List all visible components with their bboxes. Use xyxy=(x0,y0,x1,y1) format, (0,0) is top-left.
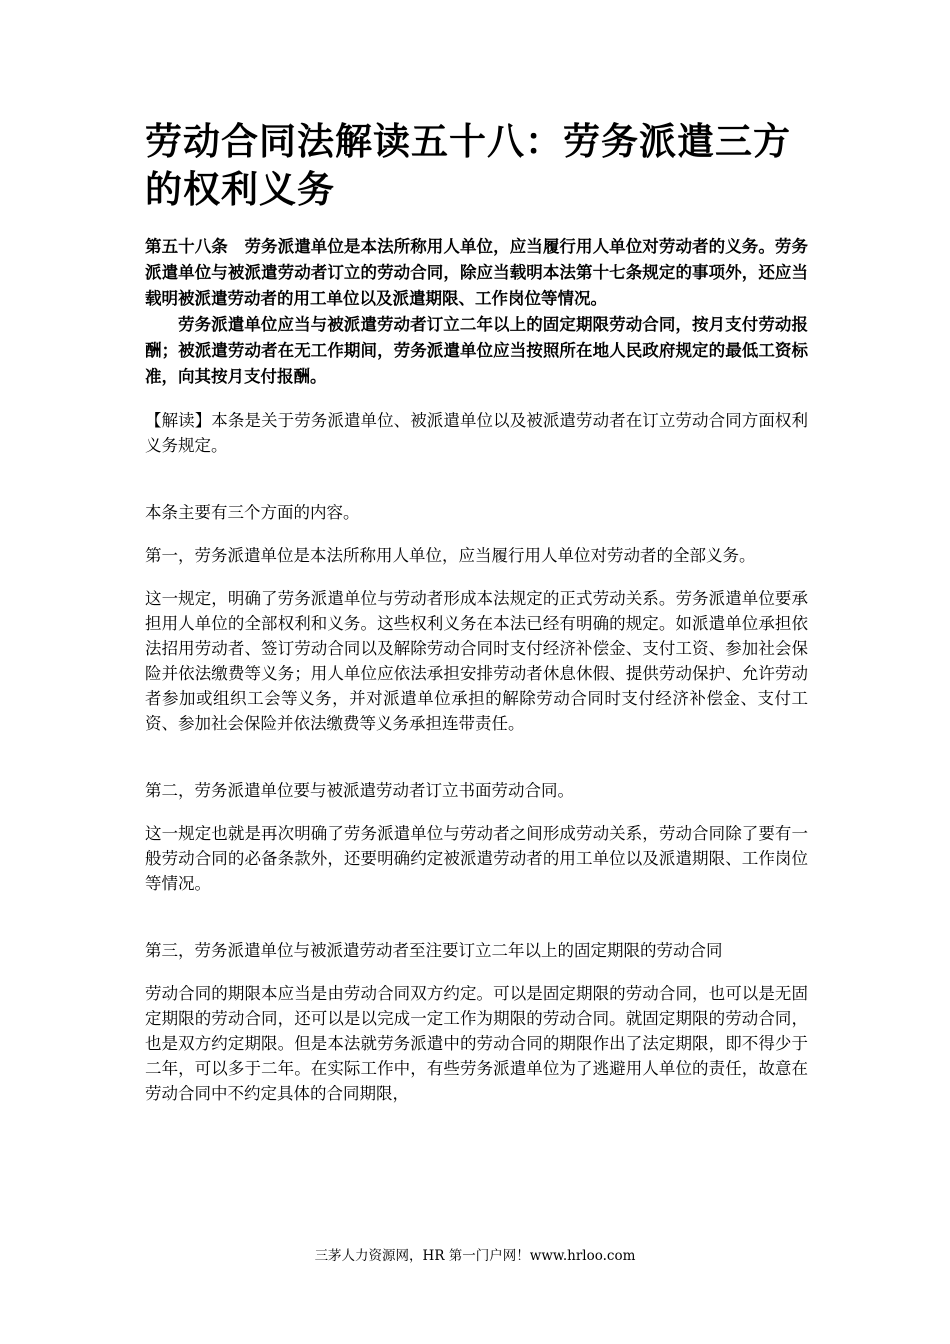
article-text-para-2: 劳务派遣单位应当与被派遣劳动者订立二年以上的固定期限劳动合同，按月支付劳动报酬；被派遣劳动者在无工作期间，劳务派遣单位应当按照所在地人民政府规定的最低工资标准，向其按月支付报酬。 xyxy=(145,315,808,386)
point-2-detail: 这一规定也就是再次明确了劳务派遣单位与劳动者之间形成劳动关系，劳动合同除了要有一般劳动合同的必备条款外，还要明确约定被派遣劳动者的用工单位以及派遣期限、工作岗位等情况。 xyxy=(145,824,808,893)
spacer xyxy=(145,963,808,981)
summary-paragraph: 本条主要有三个方面的内容。 xyxy=(145,503,360,522)
spacer xyxy=(145,525,808,543)
document-page xyxy=(145,118,808,1106)
spacer xyxy=(145,390,808,408)
spacer xyxy=(145,896,808,938)
point-3-detail: 劳动合同的期限本应当是由劳动合同双方约定。可以是固定期限的劳动合同，也可以是无固定期限的劳动合同，还可以是以完成一定工作为期限的劳动合同。就固定期限的劳动合同，也是双方约定期限。但是本法就劳务派遣中的劳动合同的期限作出了法定期限，即不得少于二年，可以多于二年。在实际工作中，有些劳务派遣单位为了逃避用人单位的责任，故意在劳动合同中不约定具体的合同期限， xyxy=(145,984,808,1103)
point-2-heading: 第二，劳务派遣单位要与被派遣劳动者订立书面劳动合同。 xyxy=(145,781,574,800)
document-title: 劳动合同法解读五十八：劳务派遣三方的权利义务 xyxy=(145,120,791,211)
spacer xyxy=(145,803,808,821)
point-3-heading: 第三，劳务派遣单位与被派遣劳动者至注要订立二年以上的固定期限的劳动合同 xyxy=(145,941,723,960)
article-text-para-1: 第五十八条 劳务派遣单位是本法所称用人单位，应当履行用人单位对劳动者的义务。劳务派遣单位与被派遣劳动者订立的劳动合同，除应当载明本法第十七条规定的事项外，还应当载明被派遣劳动者的用工单位以及派遣期限、工作岗位等情况。 xyxy=(145,237,808,308)
spacer xyxy=(145,568,808,586)
point-1-detail: 这一规定，明确了劳务派遣单位与劳动者形成本法规定的正式劳动关系。劳务派遣单位要承担用人单位的全部权利和义务。这些权利义务在本法已经有明确的规定。如派遣单位承担依法招用劳动者、签订劳动合同以及解除劳动合同时支付经济补偿金、支付工资、参加社会保险并依法缴费等义务；用人单位应依法承担安排劳动者休息休假、提供劳动保护、允许劳动者参加或组织工会等义务，并对派遣单位承担的解除劳动合同时支付经济补偿金、支付工资、参加社会保险并依法缴费等义务承担连带责任。 xyxy=(145,589,808,733)
page-footer: 三茅人力资源网，HR 第一门户网！www.hrloo.com xyxy=(314,1248,636,1264)
point-1-heading: 第一，劳务派遣单位是本法所称用人单位，应当履行用人单位对劳动者的全部义务。 xyxy=(145,546,756,565)
interpretation-intro: 【解读】本条是关于劳务派遣单位、被派遣单位以及被派遣劳动者在订立劳动合同方面权利义务规定。 xyxy=(145,411,808,455)
spacer xyxy=(145,736,808,778)
spacer xyxy=(145,458,808,500)
